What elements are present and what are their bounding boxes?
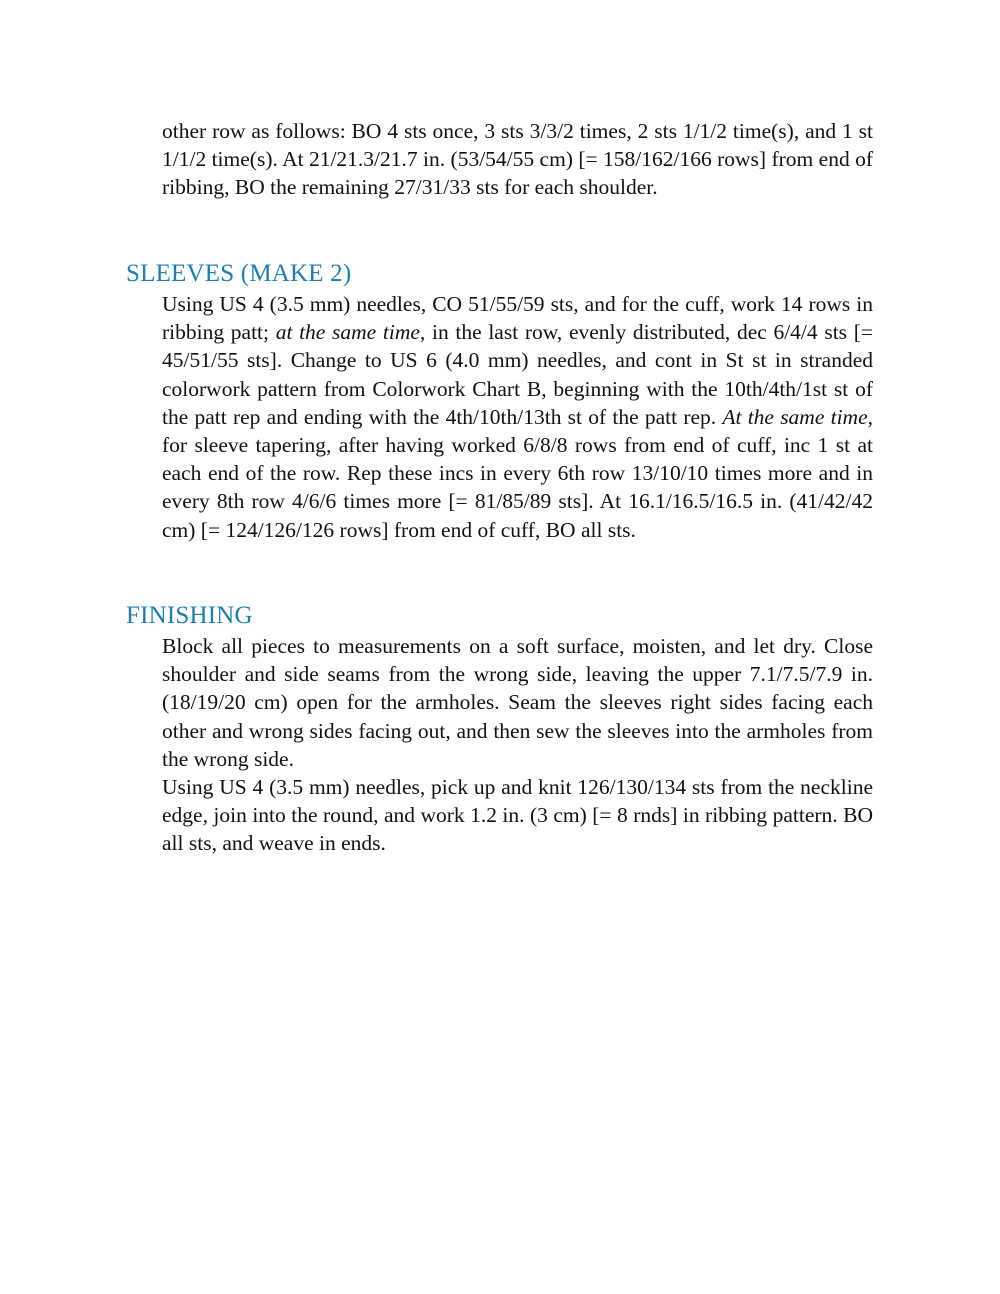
- sleeves-heading: SLEEVES (MAKE 2): [126, 260, 352, 287]
- intro-paragraph: [162, 117, 873, 202]
- finishing-paragraph-2: [162, 773, 873, 858]
- sleeves-text-part2: , in the last row, evenly distributed, dec 6/4/4 sts [= 45/51/55 sts]. Change to US 6 (4.0 mm) needles, and cont in St st in stranded colorwork pattern from Colorwork Chart B, beginning with the 10th/4th/1st st of the patt rep and ending with the 4th/10th/13th st of the patt rep.: [162, 320, 873, 429]
- sleeves-paragraph: [162, 290, 873, 544]
- sleeves-text-part1: Using US 4 (3.5 mm) needles, CO 51/55/59 sts, and for the cuff, work 14 rows in ribbing patt;: [162, 292, 873, 345]
- intro-text: other row as follows: BO 4 sts once, 3 sts 3/3/2 times, 2 sts 1/1/2 time(s), and 1 st 1/1/2 time(s). At 21/21.3/21.7 in. (53/54/55 cm) [= 158/162/166 rows] from end of ribbing, BO the remaining 27/31/33 sts for each shoulder.: [162, 119, 873, 200]
- sleeves-text-part3: , for sleeve tapering, after having worked 6/8/8 rows from end of cuff, inc 1 st at each end of the row. Rep these incs in every 6th row 13/10/10 times more and in every 8th row 4/6/6 times more [= 81/85/89 sts]. At 16.1/16.5/16.5 in. (41/42/42 cm) [= 124/126/126 rows] from end of cuff, BO all sts.: [162, 404, 873, 542]
- sleeves-italic-1: at the same time: [275, 320, 420, 345]
- finishing-paragraph-1: [162, 632, 873, 773]
- finishing-text-1: Block all pieces to measurements on a soft surface, moisten, and let dry. Close shoulder and side seams from the wrong side, leaving the upper 7.1/7.5/7.9 in. (18/19/20 cm) open for the armholes. Seam the sleeves right sides facing each other and wrong sides facing out, and then sew the sleeves into the armholes from the wrong side.: [162, 634, 873, 771]
- finishing-text-2: Using US 4 (3.5 mm) needles, pick up and knit 126/130/134 sts from the neckline edge, join into the round, and work 1.2 in. (3 cm) [= 8 rnds] in ribbing pattern. BO all sts, and weave in ends.: [162, 775, 873, 856]
- finishing-heading: FINISHING: [126, 602, 253, 629]
- sleeves-italic-2: At the same time: [722, 404, 868, 429]
